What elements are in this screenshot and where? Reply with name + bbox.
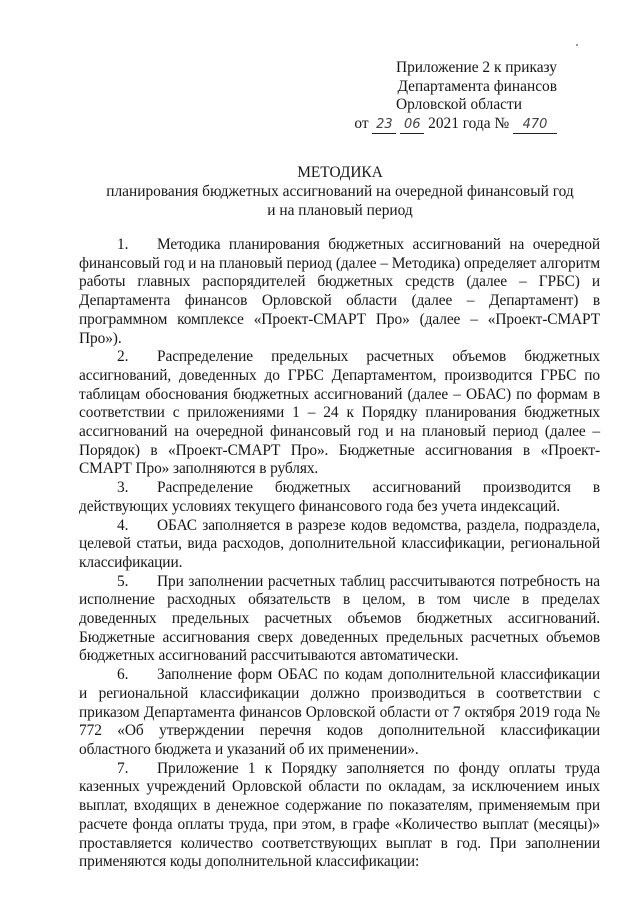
document-header (317, 59, 557, 134)
paragraph-text: Распределение предельных расчетных объемов бюджетных ассигнований, доведенных до ГРБС Департаментом, производится ГРБС по таблицам обоснования бюджетных ассигнований (далее – ОБАС) по формам в соответствии с приложениями 1 – 24 к Порядку планирования бюджетных ассигнований на очередной финансовый год и на плановый период (далее – Порядок) в «Проект-СМАРТ Про». Бюджетные ассигнования в «Проект-СМАРТ Про» заполняются в рублях. (79, 348, 600, 478)
paragraph-text: Распределение бюджетных ассигнований производится в действующих условиях текущего финансового года без учета индексаций. (79, 479, 600, 515)
title-subtitle-2: и на плановый период (267, 202, 413, 219)
order-date-line (317, 115, 557, 134)
document-body (79, 236, 600, 872)
paragraph-number: 7. (117, 759, 129, 777)
paragraph-number: 1. (117, 236, 129, 253)
order-year-text: 2021 года № (428, 114, 510, 132)
order-number: 470 (513, 116, 557, 134)
paragraph-6 (79, 666, 600, 760)
paragraph-7 (79, 760, 600, 872)
paragraph-number: 3. (117, 479, 129, 497)
paragraph-3 (79, 479, 600, 516)
paragraph-text: Заполнение форм ОБАС по кодам дополнительной классификации и региональной классификации должно производиться в соответствии с приказом Департамента финансов Орловской области от 7 октября 2019 года № 772 «Об утверждении перечня кодов дополнительной классификации областного бюджета и указаний об их применении». (79, 666, 600, 758)
header-line-3: Орловской области (396, 96, 522, 114)
paragraph-text: ОБАС заполняется в разрезе кодов ведомства, раздела, подраздела, целевой статьи, вида расходов, дополнительной классификации, региональной классификации. (79, 516, 600, 571)
document-title (80, 163, 600, 220)
order-month: 06 (400, 116, 424, 134)
paragraph-1 (79, 236, 600, 348)
paragraph-text: Приложение 1 к Порядку заполняется по фонду оплаты труда казенных учреждений Орловской области по окладам, за исключением иных выплат, входящих в денежное содержание по показателям, применяемым при расчете фонда оплаты труда, при этом, в графе «Количество выплат (месяцы)» проставляется количество соответствующих выплат в год. При заполнении применяются коды дополнительной классификации: (79, 759, 600, 871)
paragraph-text: При заполнении расчетных таблиц рассчитываются потребность на исполнение расходных обязательств в целом, в том числе в пределах доведенных предельных расчетных объемов бюджетных ассигнований. Бюджетные ассигнования сверх доведенных предельных расчетных объемов бюджетных ассигнований рассчитываются автоматически. (79, 572, 600, 665)
paragraph-number: 5. (117, 572, 129, 590)
paragraph-number: 6. (117, 666, 129, 684)
title-main: МЕТОДИКА (297, 164, 383, 181)
paragraph-text: Методика планирования бюджетных ассигнований на очередной финансовый год и на плановый период (далее – Методика) определяет алгоритм работы главных распорядителей бюджетных средств (далее – ГРБС) и Департамента финансов Орловской области (далее – Департамент) в программном комплексе «Проект-СМАРТ Про» (далее – «Проект-СМАРТ Про»). (79, 236, 600, 347)
paragraph-number: 4. (117, 516, 129, 534)
paragraph-5 (79, 573, 600, 667)
paragraph-4 (79, 517, 600, 573)
scan-speck (576, 44, 578, 46)
paragraph-2 (79, 348, 600, 479)
paragraph-number: 2. (117, 348, 129, 366)
order-day: 23 (372, 116, 396, 134)
date-prefix: от (354, 114, 369, 132)
title-subtitle-1: планирования бюджетных ассигнований на очередной финансовый год (106, 183, 574, 200)
header-line-2: Департамента финансов (397, 77, 557, 95)
header-line-1: Приложение 2 к приказу (395, 59, 557, 76)
